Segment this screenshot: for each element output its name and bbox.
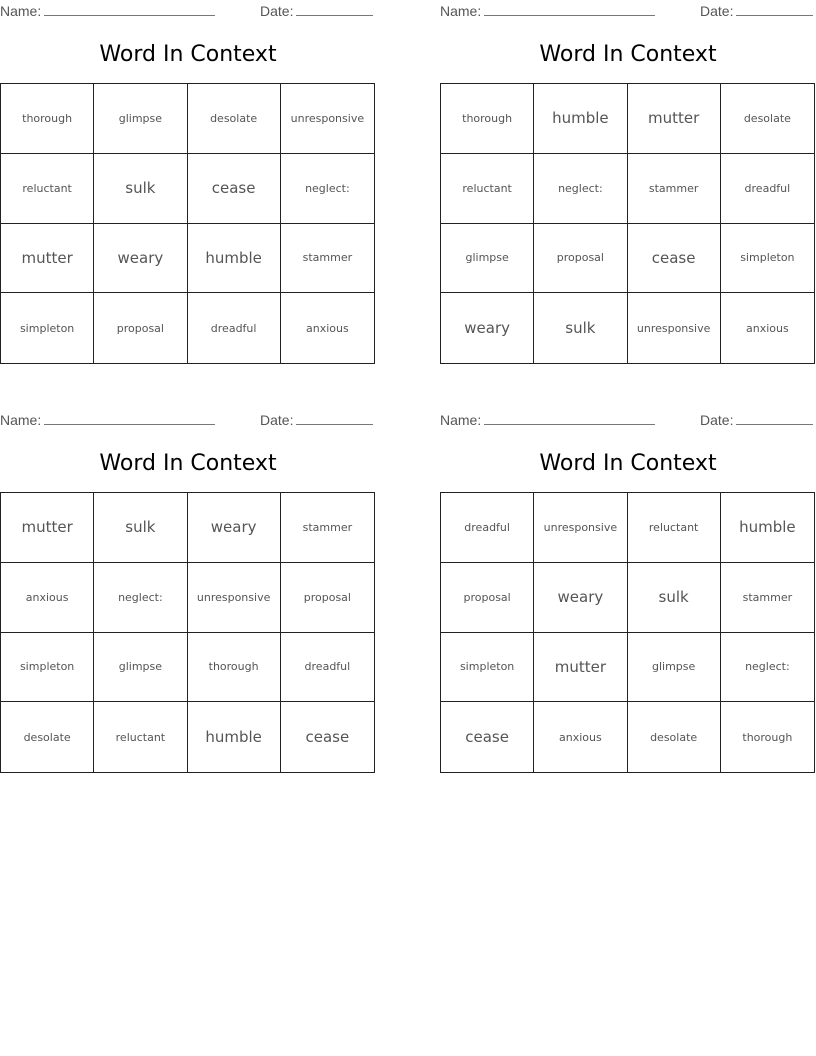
grid-cell: stammer <box>721 563 814 633</box>
grid-cell: reluctant <box>628 493 721 563</box>
grid-cell: cease <box>628 224 721 294</box>
name-label: Name: <box>440 412 482 428</box>
bingo-grid <box>0 83 375 364</box>
name-blank[interactable] <box>44 2 215 16</box>
grid-cell: glimpse <box>94 84 187 154</box>
date-label: Date: <box>700 3 734 19</box>
bingo-grid <box>440 492 815 773</box>
grid-cell: stammer <box>281 224 374 294</box>
date-field[interactable] <box>700 2 813 19</box>
grid-cell: unresponsive <box>188 563 281 633</box>
date-label: Date: <box>260 3 294 19</box>
grid-cell: neglect: <box>534 154 627 224</box>
grid-cell: cease <box>441 702 534 772</box>
grid-cell: proposal <box>94 293 187 363</box>
grid-cell: unresponsive <box>534 493 627 563</box>
grid-cell: weary <box>441 293 534 363</box>
grid-cell: humble <box>721 493 814 563</box>
grid-cell: stammer <box>628 154 721 224</box>
name-field[interactable] <box>0 2 215 19</box>
grid-cell: simpleton <box>441 633 534 703</box>
worksheet-card <box>0 0 376 365</box>
grid-cell: reluctant <box>1 154 94 224</box>
grid-cell: dreadful <box>441 493 534 563</box>
grid-cell: simpleton <box>1 633 94 703</box>
grid-cell: weary <box>188 493 281 563</box>
date-blank[interactable] <box>296 2 373 16</box>
grid-cell: cease <box>188 154 281 224</box>
bingo-grid <box>0 492 375 773</box>
grid-cell: thorough <box>441 84 534 154</box>
worksheet-card <box>440 409 816 774</box>
grid-cell: glimpse <box>628 633 721 703</box>
worksheet-card <box>0 409 376 774</box>
grid-cell: neglect: <box>94 563 187 633</box>
header-fields <box>440 411 816 429</box>
grid-cell: humble <box>534 84 627 154</box>
grid-cell: anxious <box>534 702 627 772</box>
worksheet-title: Word In Context <box>539 451 717 476</box>
grid-cell: dreadful <box>721 154 814 224</box>
grid-cell: thorough <box>188 633 281 703</box>
grid-cell: proposal <box>534 224 627 294</box>
grid-cell: cease <box>305 728 350 747</box>
grid-cell: sulk <box>534 293 627 363</box>
worksheet-title: Word In Context <box>539 42 717 67</box>
grid-cell: thorough <box>1 84 94 154</box>
grid-cell: desolate <box>1 702 94 772</box>
grid-cell: weary <box>534 563 627 633</box>
name-label: Name: <box>440 3 482 19</box>
date-label: Date: <box>260 412 294 428</box>
grid-cell: weary <box>94 224 187 294</box>
grid-cell: anxious <box>1 563 94 633</box>
name-label: Name: <box>0 412 42 428</box>
grid-cell: dreadful <box>188 293 281 363</box>
grid-cell: neglect: <box>281 154 374 224</box>
grid-cell: mutter <box>1 493 94 563</box>
grid-cell: glimpse <box>94 633 187 703</box>
grid-cell: desolate <box>628 702 721 772</box>
name-field[interactable] <box>0 411 215 428</box>
date-blank[interactable] <box>736 411 813 425</box>
worksheet-card <box>440 0 816 365</box>
name-label: Name: <box>0 3 42 19</box>
grid-cell: simpleton <box>1 293 94 363</box>
grid-cell: dreadful <box>281 633 374 703</box>
grid-cell: sulk <box>94 154 187 224</box>
grid-cell: simpleton <box>721 224 814 294</box>
grid-cell: unresponsive <box>628 293 721 363</box>
header-fields <box>0 411 376 429</box>
grid-cell: proposal <box>441 563 534 633</box>
grid-cell: reluctant <box>441 154 534 224</box>
grid-cell: sulk <box>628 563 721 633</box>
grid-cell: mutter <box>628 84 721 154</box>
grid-cell: desolate <box>721 84 814 154</box>
grid-cell: anxious <box>306 321 349 335</box>
date-label: Date: <box>700 412 734 428</box>
name-blank[interactable] <box>484 2 655 16</box>
grid-cell: humble <box>188 702 281 772</box>
grid-cell: proposal <box>281 563 374 633</box>
grid-cell: glimpse <box>441 224 534 294</box>
name-field[interactable] <box>440 2 655 19</box>
name-field[interactable] <box>440 411 655 428</box>
name-blank[interactable] <box>484 411 655 425</box>
grid-cell: anxious <box>746 321 789 335</box>
grid-cell: thorough <box>742 730 793 744</box>
date-field[interactable] <box>260 2 373 19</box>
grid-cell: mutter <box>534 633 627 703</box>
header-fields <box>0 2 376 20</box>
grid-cell: humble <box>188 224 281 294</box>
date-field[interactable] <box>260 411 373 428</box>
bingo-grid <box>440 83 815 364</box>
date-blank[interactable] <box>736 2 813 16</box>
header-fields <box>440 2 816 20</box>
name-blank[interactable] <box>44 411 215 425</box>
date-blank[interactable] <box>296 411 373 425</box>
grid-cell: desolate <box>188 84 281 154</box>
grid-cell: neglect: <box>721 633 814 703</box>
grid-cell: mutter <box>1 224 94 294</box>
worksheet-title: Word In Context <box>99 451 277 476</box>
grid-cell: stammer <box>281 493 374 563</box>
grid-cell: unresponsive <box>281 84 374 154</box>
grid-cell: sulk <box>94 493 187 563</box>
grid-cell: reluctant <box>94 702 187 772</box>
date-field[interactable] <box>700 411 813 428</box>
worksheet-title: Word In Context <box>99 42 277 67</box>
